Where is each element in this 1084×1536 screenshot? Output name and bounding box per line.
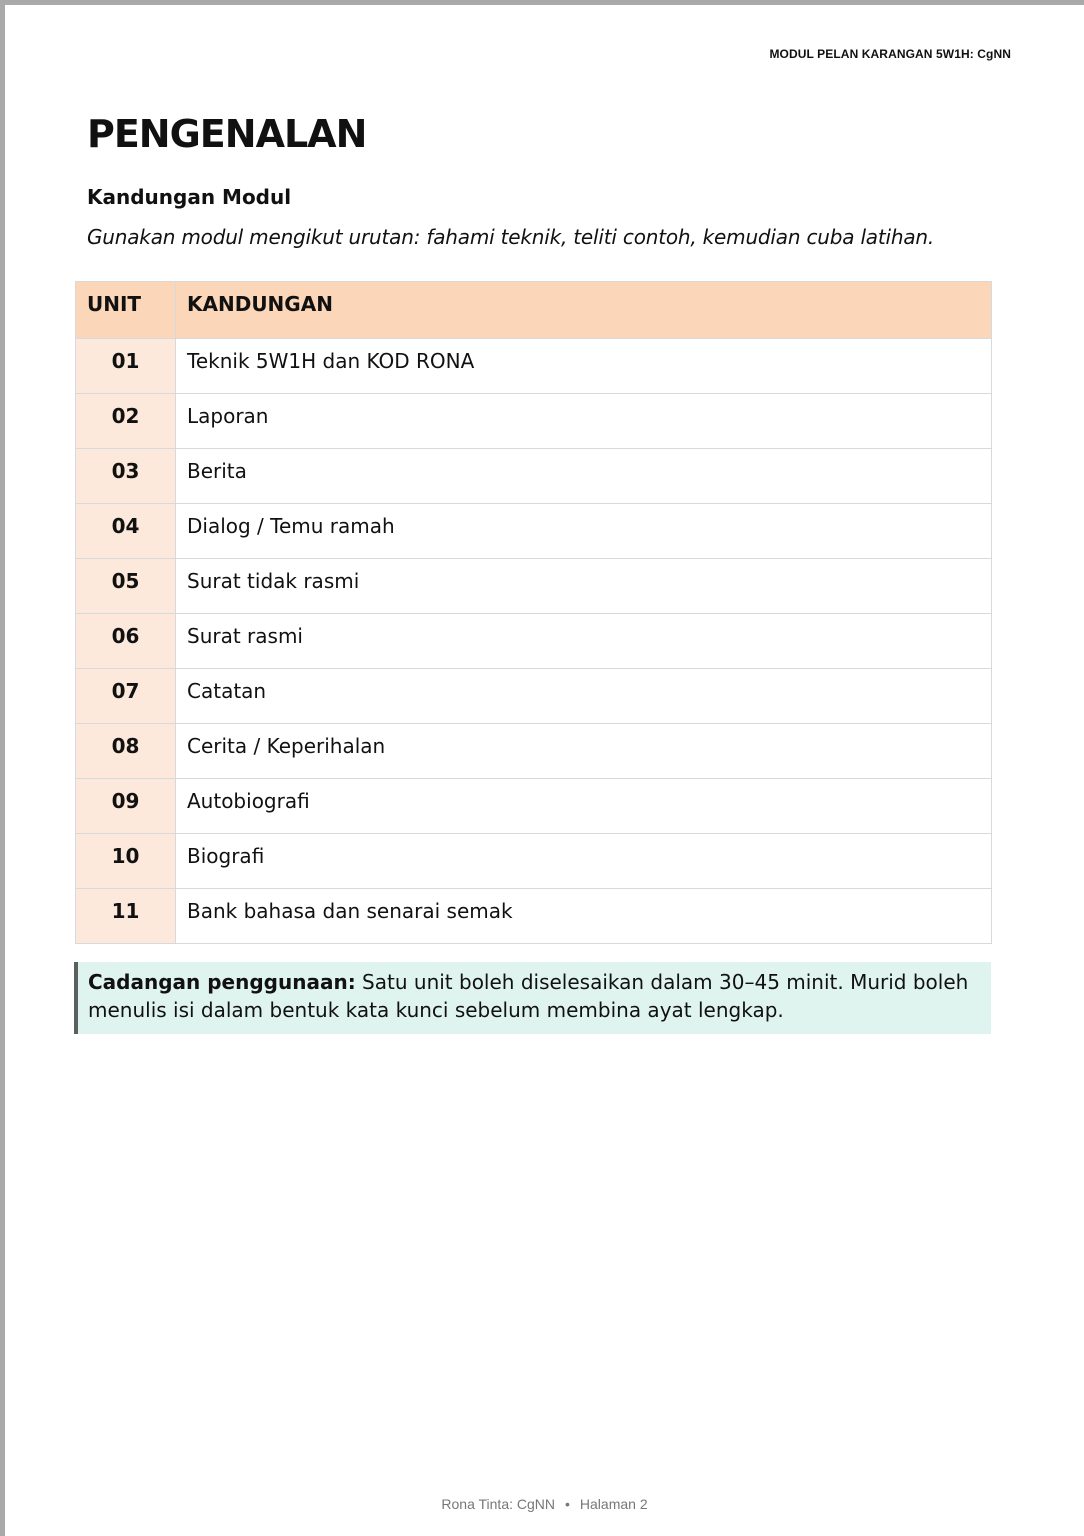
unit-number: 01 <box>76 339 176 394</box>
unit-content: Bank bahasa dan senarai semak <box>176 889 992 944</box>
table-row <box>76 834 992 889</box>
unit-content: Teknik 5W1H dan KOD RONA <box>176 339 992 394</box>
usage-note-label: Cadangan penggunaan: <box>88 970 356 994</box>
unit-content: Laporan <box>176 394 992 449</box>
running-header: MODUL PELAN KARANGAN 5W1H: CgNN <box>769 47 1011 61</box>
table-row <box>76 339 992 394</box>
footer-page-number: Halaman 2 <box>579 1496 648 1512</box>
footer-brand: Rona Tinta: CgNN <box>441 1496 555 1512</box>
column-header-unit: UNIT <box>76 282 176 339</box>
intro-text: Gunakan modul mengikut urutan: fahami teknik, teliti contoh, kemudian cuba latihan. <box>87 225 935 249</box>
usage-note-text: Satu unit boleh diselesaikan dalam 30–45 minit. Murid boleh menulis isi dalam bentuk kata kunci sebelum membina ayat lengkap. <box>88 970 969 1022</box>
unit-content: Surat rasmi <box>176 614 992 669</box>
usage-note <box>74 962 991 1034</box>
unit-content: Autobiografi <box>176 779 992 834</box>
unit-content: Cerita / Keperihalan <box>176 724 992 779</box>
unit-number: 10 <box>76 834 176 889</box>
unit-content: Catatan <box>176 669 992 724</box>
table-row <box>76 559 992 614</box>
table-row <box>76 504 992 559</box>
unit-number: 03 <box>76 449 176 504</box>
table-row <box>76 669 992 724</box>
unit-content: Dialog / Temu ramah <box>176 504 992 559</box>
unit-number: 02 <box>76 394 176 449</box>
unit-content: Surat tidak rasmi <box>176 559 992 614</box>
footer-separator: • <box>565 1496 570 1512</box>
unit-number: 05 <box>76 559 176 614</box>
page-title: PENGENALAN <box>87 112 367 156</box>
table-row <box>76 889 992 944</box>
unit-content: Berita <box>176 449 992 504</box>
table-row <box>76 394 992 449</box>
table-row <box>76 724 992 779</box>
document-page <box>5 5 1084 1536</box>
table-row <box>76 449 992 504</box>
page-footer <box>5 1496 1084 1512</box>
unit-content: Biografi <box>176 834 992 889</box>
section-heading: Kandungan Modul <box>87 185 292 209</box>
contents-table <box>75 281 992 944</box>
unit-number: 08 <box>76 724 176 779</box>
unit-number: 09 <box>76 779 176 834</box>
table-header-row <box>76 282 992 339</box>
table-row <box>76 779 992 834</box>
unit-number: 11 <box>76 889 176 944</box>
table-row <box>76 614 992 669</box>
unit-number: 04 <box>76 504 176 559</box>
unit-number: 07 <box>76 669 176 724</box>
unit-number: 06 <box>76 614 176 669</box>
column-header-content: KANDUNGAN <box>176 282 992 339</box>
